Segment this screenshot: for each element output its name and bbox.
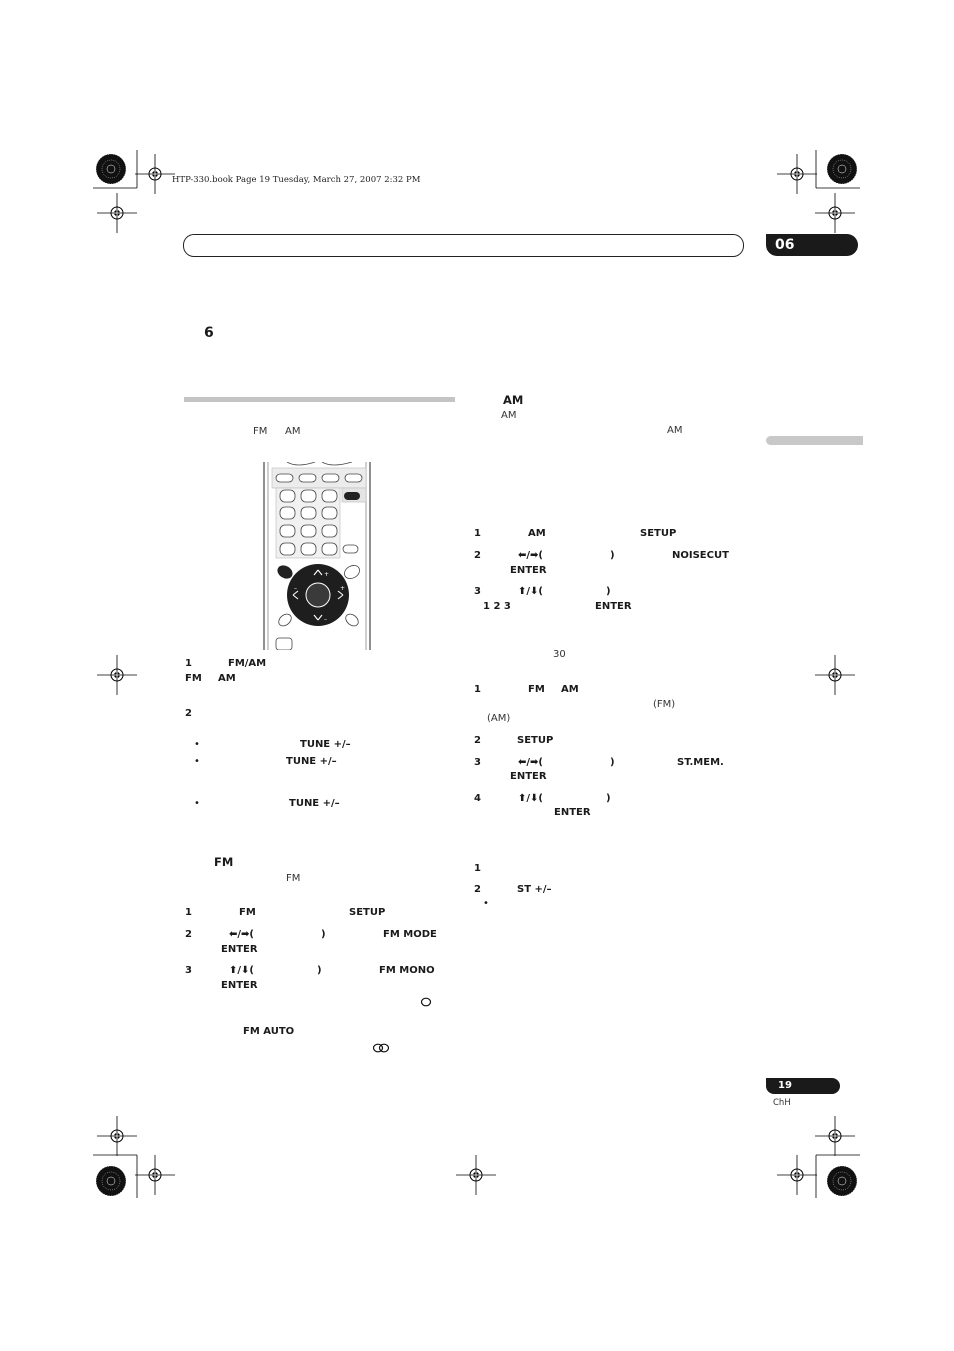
mem-step1-fm: (FM) — [653, 699, 676, 710]
mem-step1-b: AM — [561, 684, 579, 695]
bullet-2: • — [194, 756, 200, 767]
am-step2-arrows: ⬅/➡( — [518, 550, 543, 561]
language-code: ChH — [773, 1098, 791, 1108]
count-30: 30 — [553, 649, 566, 660]
am-section-line3: AM — [667, 425, 683, 436]
bullet-3: • — [194, 798, 200, 809]
mem-step1-a: FM — [528, 684, 545, 695]
page-number-tab: 19 — [766, 1078, 840, 1094]
step1-num: 1 — [185, 658, 192, 669]
intro-am: AM — [285, 426, 301, 437]
listen-bullet: • — [483, 898, 489, 909]
listen-step1-num: 1 — [474, 863, 481, 874]
mem-step3-close: ) — [610, 757, 615, 768]
bullet-1: • — [194, 739, 200, 750]
section-rule — [184, 397, 455, 402]
mem-step2-key: SETUP — [517, 735, 554, 746]
step1-am: AM — [218, 673, 236, 684]
mono-indicator-icon — [420, 997, 432, 1007]
am-step3-close: ) — [606, 586, 611, 597]
mem-step1-num: 1 — [474, 684, 481, 695]
fm-step2-close: ) — [321, 929, 326, 940]
fm-step2-num: 2 — [185, 929, 192, 940]
stereo-indicator-icon — [372, 1043, 390, 1053]
mem-step3-num: 3 — [474, 757, 481, 768]
am-step2-num: 2 — [474, 550, 481, 561]
svg-text:+: + — [324, 571, 330, 578]
am-step2-close: ) — [610, 550, 615, 561]
mem-step4-close: ) — [606, 793, 611, 804]
mem-step3-enter: ENTER — [510, 771, 547, 782]
fm-step3-key: FM MONO — [379, 965, 435, 976]
am-section-sub: AM — [501, 410, 517, 421]
am-step3-enter: ENTER — [595, 601, 632, 612]
fm-step1-b: SETUP — [349, 907, 386, 918]
listen-step2-num: 2 — [474, 884, 481, 895]
header-bar — [183, 234, 744, 257]
chapter-tab: 06 — [766, 234, 858, 256]
chapter-number: 6 — [204, 325, 214, 341]
mem-step4-enter: ENTER — [554, 807, 591, 818]
am-step3-num: 3 — [474, 586, 481, 597]
bullet-3-key: TUNE +/– — [289, 798, 340, 809]
side-index-bar — [766, 436, 863, 445]
fm-step2-arrows: ⬅/➡( — [229, 929, 254, 940]
mem-step4-num: 4 — [474, 793, 481, 804]
svg-text:+: + — [340, 585, 346, 592]
am-section-title: AM — [503, 393, 524, 407]
bullet-2-key: TUNE +/– — [286, 756, 337, 767]
fm-step1-a: FM — [239, 907, 256, 918]
book-info-line: HTP-330.book Page 19 Tuesday, March 27, 2007 2:32 PM — [172, 175, 421, 185]
fm-step3-close: ) — [317, 965, 322, 976]
fm-step1-num: 1 — [185, 907, 192, 918]
fm-auto-label: FM AUTO — [243, 1026, 295, 1037]
svg-text:–: – — [324, 616, 327, 623]
am-step2-key: NOISECUT — [672, 550, 729, 561]
listen-step2-key: ST +/– — [517, 884, 552, 895]
mem-step1-am: (AM) — [487, 713, 511, 724]
step1-fm: FM — [185, 673, 202, 684]
am-step2-enter: ENTER — [510, 565, 547, 576]
mem-step2-num: 2 — [474, 735, 481, 746]
intro-fm: FM — [253, 426, 268, 437]
svg-text:–: – — [294, 585, 297, 592]
step2-num: 2 — [185, 708, 192, 719]
fm-step3-arrows: ⬆/⬇( — [229, 965, 254, 976]
mem-step3-key: ST.MEM. — [677, 757, 724, 768]
am-step3-arrows: ⬆/⬇( — [518, 586, 543, 597]
fm-step2-key: FM MODE — [383, 929, 437, 940]
step1-key: FM/AM — [228, 658, 267, 669]
fm-step3-num: 3 — [185, 965, 192, 976]
am-step3-nums: 1 2 3 — [483, 601, 511, 612]
mem-step3-arrows: ⬅/➡( — [518, 757, 543, 768]
fm-step3-enter: ENTER — [221, 980, 258, 991]
fm-section-sub: FM — [286, 873, 301, 884]
fm-step2-enter: ENTER — [221, 944, 258, 955]
remote-control-illustration — [262, 462, 372, 650]
am-step1-num: 1 — [474, 528, 481, 539]
bullet-1-key: TUNE +/– — [300, 739, 351, 750]
mem-step4-arrows: ⬆/⬇( — [518, 793, 543, 804]
fm-section-title: FM — [214, 855, 234, 869]
am-step1-b: SETUP — [640, 528, 677, 539]
am-step1-a: AM — [528, 528, 546, 539]
